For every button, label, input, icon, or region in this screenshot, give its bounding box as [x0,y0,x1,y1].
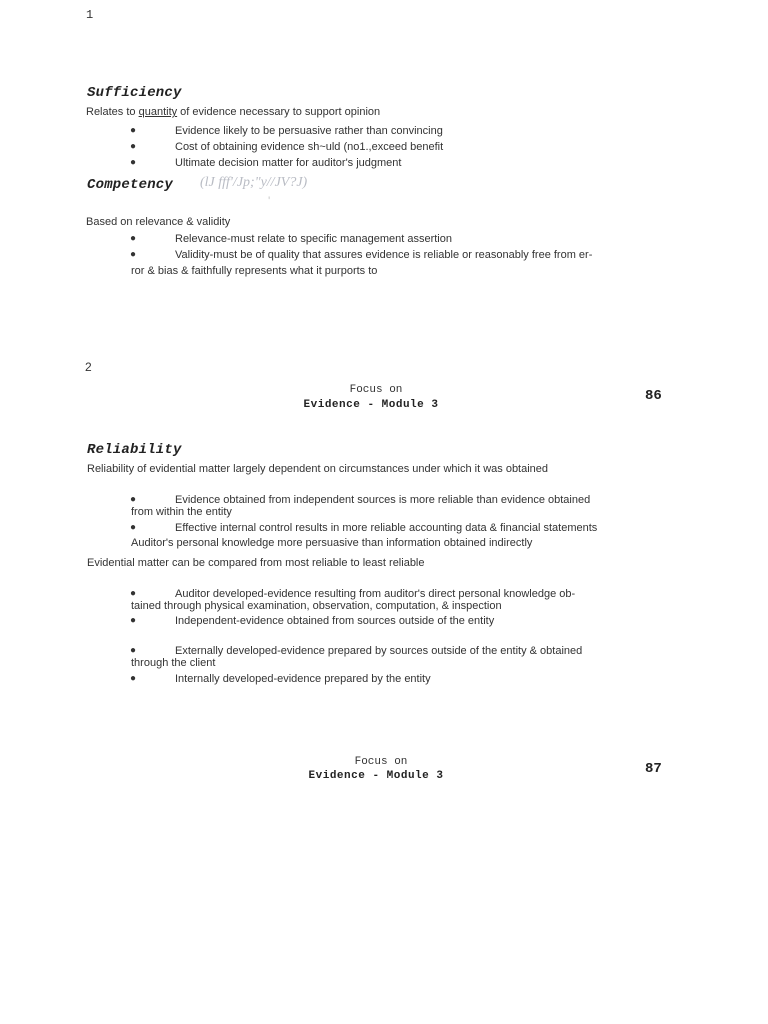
list-item-continuation: through the client [131,657,216,669]
competency-intro: Based on relevance & validity [86,216,231,228]
knowledge-line: Auditor's personal knowledge more persuasive than information obtained indirectly [131,537,533,549]
stray-mark: ' [268,194,271,208]
list-item-text: Evidence likely to be persuasive rather than convincing [175,125,443,137]
sufficiency-intro-underlined: quantity [138,106,178,118]
list-item-text: Internally developed-evidence prepared by the entity [175,673,431,685]
list-item-continuation: tained through physical examination, observation, computation, & inspection [131,600,502,612]
footer-focus-label: Focus on [349,384,403,396]
sufficiency-intro-post: of evidence necessary to support opinion [177,106,381,118]
bullet-icon: ● [130,249,137,260]
bullet-icon: ● [130,141,137,152]
handwritten-note: (lJ fff'/Jp;"y//JV?J) [200,175,308,190]
list-item-continuation: from within the entity [131,506,232,518]
bullet-icon: ● [130,233,137,244]
list-item-text: Independent-evidence obtained from sources outside of the entity [175,615,495,627]
footer-module-title: Evidence - Module 3 [308,770,444,782]
list-item-text: Evidence obtained from independent sources is more reliable than evidence obtained [175,494,591,506]
bullet-icon: ● [130,125,137,136]
bullet-icon: ● [130,615,137,626]
bullet-icon: ● [130,588,137,599]
list-item-text: Ultimate decision matter for auditor's judgment [175,157,402,169]
footer-page-number: 87 [645,761,662,777]
footer-module-title: Evidence - Module 3 [303,399,439,411]
section-heading-reliability: Reliability [87,442,182,458]
bullet-icon: ● [130,645,137,656]
bullet-icon: ● [130,494,137,505]
footer-focus-label: Focus on [354,756,408,768]
bullet-icon: ● [130,673,137,684]
list-item-text: Externally developed-evidence prepared by sources outside of the entity & obtained [175,645,583,657]
page-marker: 2 [85,360,92,374]
compare-intro: Evidential matter can be compared from most reliable to least reliable [87,557,425,569]
bullet-icon: ● [130,157,137,168]
footer-page-number: 86 [645,388,662,404]
page-marker: 1 [86,8,94,22]
list-item-text: Cost of obtaining evidence sh~uld (no1.,exceed benefit [175,141,444,153]
section-heading-sufficiency: Sufficiency [87,85,182,101]
section-heading-competency: Competency [87,177,174,193]
sufficiency-intro-pre: Relates to [86,106,139,118]
bullet-icon: ● [130,522,137,533]
list-item-continuation: ror & bias & faithfully represents what it purports to [131,265,378,277]
list-item-text: Effective internal control results in more reliable accounting data & financial statements [175,522,598,534]
list-item-text: Relevance-must relate to specific management assertion [175,233,452,245]
sufficiency-intro [86,106,380,119]
list-item-text: Auditor developed-evidence resulting from auditor's direct personal knowledge ob- [175,588,576,600]
list-item-text: Validity-must be of quality that assures evidence is reliable or reasonably free from er- [175,249,593,261]
reliability-intro: Reliability of evidential matter largely dependent on circumstances under which it was obtained [87,463,549,475]
